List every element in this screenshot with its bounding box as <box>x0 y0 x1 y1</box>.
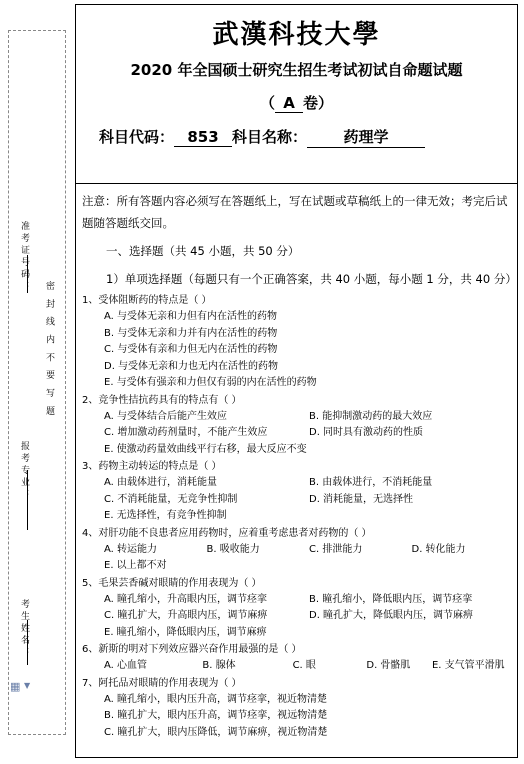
option: A. 心血管 <box>104 660 148 671</box>
exam-title: 2020 年全国硕士研究生招生考试初试自命题试题 <box>130 61 463 79</box>
paper-type <box>75 92 518 113</box>
university-logo: 武漢科技大學 <box>212 20 381 50</box>
subsection-heading: 1）单项选择题（每题只有一个正确答案，共 40 小题，每小题 1 分，共 40 分） <box>106 272 517 286</box>
exam-number-label: 准考证号码： <box>19 221 29 293</box>
option: A. 瞳孔缩小，升高眼内压，调节痉挛 <box>104 593 268 605</box>
exam-notice: 注意：所有答题内容必须写在答题纸上，写在试题或草稿纸上的一律无效；考完后试题随答题纸交回。 <box>82 194 508 230</box>
section-heading: 一、选择题（共 45 小题，共 50 分） <box>106 244 300 258</box>
question-stem: 2、竞争性拮抗药具有的特点有（ ） <box>82 394 242 406</box>
option: D. 消耗能量，无选择性 <box>309 493 414 505</box>
option: D. 转化能力 <box>411 543 466 555</box>
option: B. 腺体 <box>202 660 236 671</box>
option: A. 瞳孔缩小，眼内压升高，调节痉挛，视近物清楚 <box>104 693 328 705</box>
option: D. 骨骼肌 <box>366 660 411 671</box>
option: A. 由载体进行，消耗能量 <box>104 477 218 488</box>
exam-content <box>82 190 517 741</box>
option: A. 转运能力 <box>104 543 158 555</box>
question-stem: 6、新斯的明对下列效应器兴奋作用最强的是（ ） <box>82 644 302 655</box>
option: B. 与受体无亲和力并有内在活性的药物 <box>104 327 278 339</box>
binding-margin <box>8 30 66 735</box>
option: C. 瞳孔扩大，升高眼内压，调节麻痹 <box>104 610 268 621</box>
option: C. 不消耗能量，无竞争性抑制 <box>104 493 238 505</box>
seal-line-note: 密 封 线 内 不 要 写 题 <box>44 281 54 419</box>
question-stem: 4、对肝功能不良患者应用药物时，应着重考虑患者对药物的（ ） <box>82 527 372 539</box>
option-row <box>104 409 514 442</box>
option-row <box>104 542 514 559</box>
option: B. 瞳孔扩大，眼内压升高，调节痉挛，视远物清楚 <box>104 710 328 721</box>
option: E. 无选择性，有竞争性抑制 <box>104 510 227 521</box>
option: D. 与受体无亲和力也无内在活性的药物 <box>104 360 279 372</box>
option: E. 以上都不对 <box>104 560 167 571</box>
option: D. 瞳孔扩大，降低眼内压，调节麻痹 <box>309 610 474 621</box>
option-row <box>104 592 514 625</box>
document-icon[interactable]: ▦ <box>10 680 21 693</box>
option: C. 排泄能力 <box>309 543 363 555</box>
option: B. 能抑制激动药的最大效应 <box>309 410 433 422</box>
subject-name-label: 科目名称： <box>232 128 308 146</box>
question-stem: 7、阿托品对眼睛的作用表现为（ ） <box>82 677 242 689</box>
option: E. 瞳孔缩小，降低眼内压，调节麻痹 <box>104 626 267 638</box>
option: B. 瞳孔缩小，降低眼内压，调节痉挛 <box>309 593 473 605</box>
subject-code-label: 科目代码： <box>99 128 175 146</box>
option: C. 增加激动药剂量时，不能产生效应 <box>104 427 268 438</box>
option: B. 由载体进行，不消耗能量 <box>309 477 433 488</box>
subject-name: 药理学 <box>307 126 425 148</box>
option: C. 瞳孔扩大，眼内压降低，调节麻痹，视近物清楚 <box>104 726 328 738</box>
option: B. 吸收能力 <box>206 543 260 555</box>
subject-line <box>99 126 425 148</box>
option-row <box>104 658 514 675</box>
subject-code: 853 <box>174 128 232 147</box>
question-list <box>82 292 514 741</box>
paper-type-value: A <box>275 94 303 113</box>
option: C. 与受体有亲和力但无内在活性的药物 <box>104 344 278 355</box>
paper-type-close: 卷） <box>303 94 334 112</box>
option: C. 眼 <box>292 660 316 671</box>
option: D. 同时具有激动药的性质 <box>309 427 424 438</box>
candidate-name-label: 考生姓名： <box>19 599 29 659</box>
question-stem: 3、药物主动转运的特点是（ ） <box>82 461 222 472</box>
chevron-down-icon[interactable]: ▼ <box>24 681 31 690</box>
option: A. 与受体无亲和力但有内在活性的药物 <box>104 311 278 322</box>
question-stem: 1、受体阻断药的特点是（ ） <box>82 295 212 306</box>
major-line <box>27 470 28 530</box>
major-label: 报考专业： <box>19 441 29 501</box>
exam-number-line <box>27 255 28 293</box>
option: E. 使激动药量效曲线平行右移，最大反应不变 <box>104 443 307 455</box>
paper-type-open: （ <box>259 94 275 112</box>
question-stem: 5、毛果芸香碱对眼睛的作用表现为（ ） <box>82 577 262 589</box>
exam-header <box>75 4 518 184</box>
option: E. 支气管平滑肌 <box>431 660 505 671</box>
name-line <box>27 620 28 665</box>
option-row <box>104 475 514 508</box>
option: A. 与受体结合后能产生效应 <box>104 410 228 422</box>
option: E. 与受体有强亲和力但仅有弱的内在活性的药物 <box>104 377 317 388</box>
